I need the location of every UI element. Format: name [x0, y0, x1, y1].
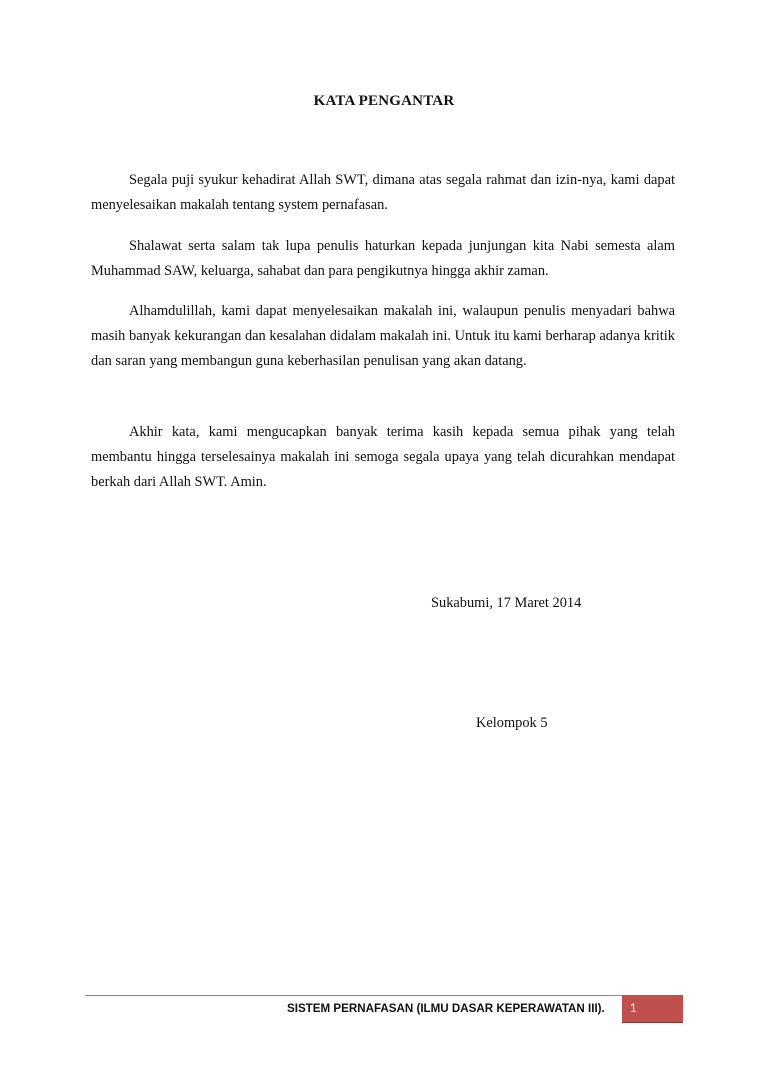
- page-number-badge: [622, 995, 683, 1023]
- signature-group: Kelompok 5: [476, 715, 548, 731]
- page-number: 1: [630, 1001, 637, 1015]
- page-title: KATA PENGANTAR: [313, 93, 455, 109]
- place-date: Sukabumi, 17 Maret 2014: [431, 595, 582, 611]
- paragraph-1: Segala puji syukur kehadirat Allah SWT, dimana atas segala rahmat dan izin-nya, kami dapat menyelesaikan makalah tentang system pernafasan.: [91, 172, 675, 213]
- footer-divider: [85, 995, 622, 996]
- paragraph-4: Akhir kata, kami mengucapkan banyak terima kasih kepada semua pihak yang telah membantu hingga terselesainya makalah ini semoga segala upaya yang telah dicurahkan mendapat berkah dari Allah SWT. Amin.: [91, 424, 675, 490]
- paragraph-2: Shalawat serta salam tak lupa penulis haturkan kepada junjungan kita Nabi semesta alam Muhammad SAW, keluarga, sahabat dan para pengikutnya hingga akhir zaman.: [91, 238, 675, 279]
- footer-title: SISTEM PERNAFASAN (ILMU DASAR KEPERAWATAN III).: [287, 1002, 605, 1015]
- paragraph-3: Alhamdulillah, kami dapat menyelesaikan makalah ini, walaupun penulis menyadari bahwa masih banyak kekurangan dan kesalahan didalam makalah ini. Untuk itu kami berharap adanya kritik dan saran yang membangun guna keberhasilan penulisan yang akan datang.: [91, 303, 675, 369]
